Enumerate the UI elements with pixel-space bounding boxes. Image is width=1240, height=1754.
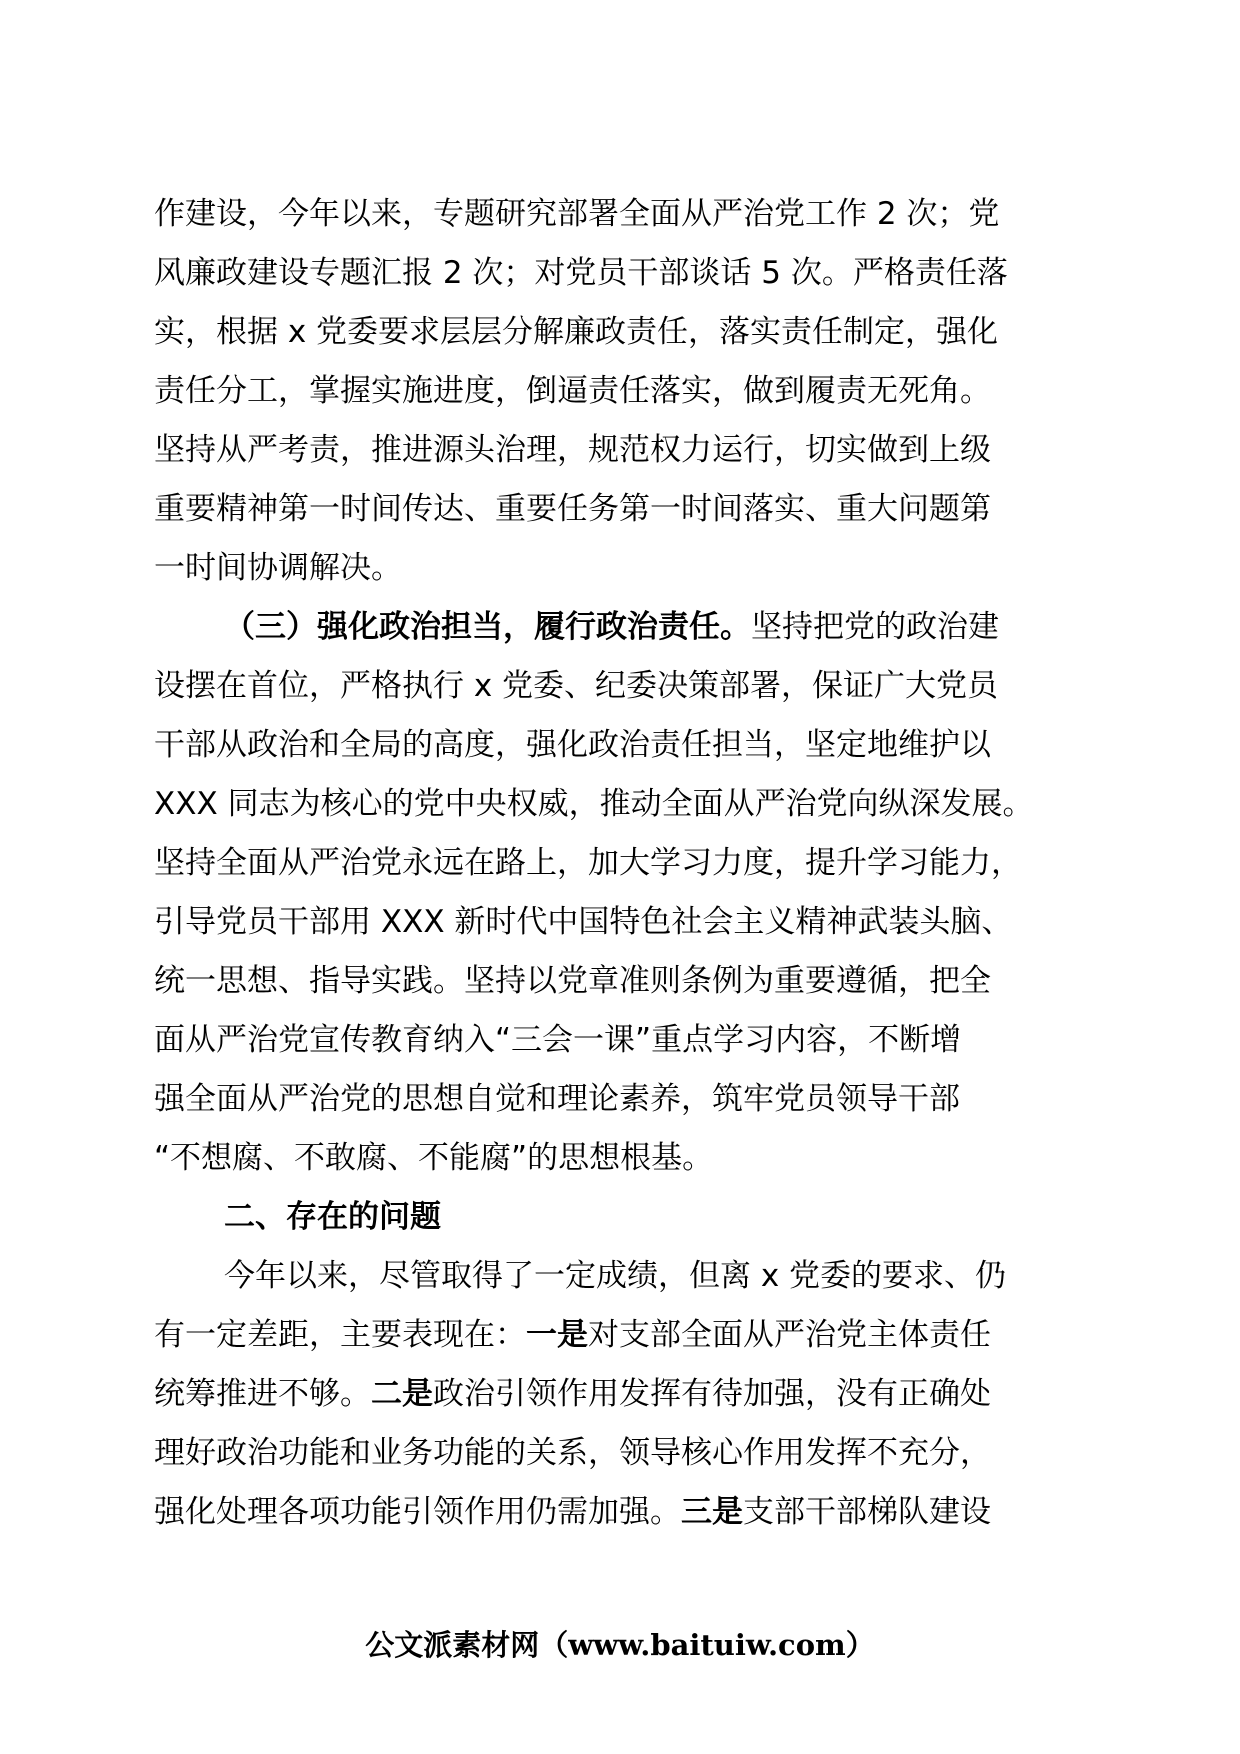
text-line — [154, 1483, 1089, 1542]
text-segment: 支部干部梯队建设 — [743, 1494, 991, 1530]
footer-watermark: 公文派素材网（www.baituiw.com） — [365, 1628, 875, 1662]
text-segment: 强化处理各项功能引领作用仍需加强。 — [154, 1494, 681, 1530]
section-heading: 二、存在的问题 — [224, 1199, 441, 1235]
subsection-heading: （三）强化政治担当，履行政治责任。 — [224, 609, 751, 645]
text-line: 一时间协调解决。 — [154, 550, 402, 586]
text-line: 实，根据 x 党委要求层层分解廉政责任，落实责任制定，强化 — [154, 314, 999, 350]
text-line: 引导党员干部用 XXX 新时代中国特色社会主义精神武装头脑、 — [154, 904, 1013, 940]
text-line: 坚持全面从严治党永远在路上，加大学习力度，提升学习能力， — [154, 845, 1022, 881]
text-line: 强全面从严治党的思想自觉和理论素养，筑牢党员领导干部 — [154, 1081, 960, 1117]
text-line: 重要精神第一时间传达、重要任务第一时间落实、重大问题第 — [154, 491, 991, 527]
text-segment: 统筹推进不够。 — [154, 1376, 371, 1412]
text-line: 坚持从严考责，推进源头治理，规范权力运行，切实做到上级 — [154, 432, 991, 468]
text-line: 风廉政建设专题汇报 2 次；对党员干部谈话 5 次。严格责任落 — [154, 255, 1008, 291]
text-line — [154, 1306, 1089, 1365]
subsection-heading-line — [154, 598, 1089, 657]
point-marker-1: 一是 — [526, 1317, 588, 1353]
text-line: 今年以来，尽管取得了一定成绩，但离 x 党委的要求、仍 — [224, 1258, 1007, 1294]
text-segment: 坚持把党的政治建 — [751, 609, 999, 645]
text-line: 设摆在首位，严格执行 x 党委、纪委决策部署，保证广大党员 — [154, 668, 999, 704]
point-marker-3: 三是 — [681, 1494, 743, 1530]
point-marker-2: 二是 — [371, 1376, 433, 1412]
text-line — [154, 1365, 1089, 1424]
text-line: 理好政治功能和业务功能的关系，领导核心作用发挥不充分， — [154, 1435, 991, 1471]
text-segment: 有一定差距，主要表现在： — [154, 1317, 526, 1353]
text-line: 干部从政治和全局的高度，强化政治责任担当，坚定地维护以 — [154, 727, 991, 763]
text-line: XXX 同志为核心的党中央权威，推动全面从严治党向纵深发展。 — [154, 786, 1034, 822]
body-text — [154, 185, 1089, 1542]
text-line: “不想腐、不敢腐、不能腐”的思想根基。 — [154, 1140, 714, 1176]
text-line: 统一思想、指导实践。坚持以党章准则条例为重要遵循，把全 — [154, 963, 991, 999]
text-line: 责任分工，掌握实施进度，倒逼责任落实，做到履责无死角。 — [154, 373, 991, 409]
text-line: 作建设，今年以来，专题研究部署全面从严治党工作 2 次；党 — [154, 196, 1000, 232]
text-segment: 政治引领作用发挥有待加强，没有正确处 — [433, 1376, 991, 1412]
text-line: 面从严治党宣传教育纳入“三会一课”重点学习内容，不断增 — [154, 1022, 962, 1058]
text-segment: 对支部全面从严治党主体责任 — [588, 1317, 991, 1353]
